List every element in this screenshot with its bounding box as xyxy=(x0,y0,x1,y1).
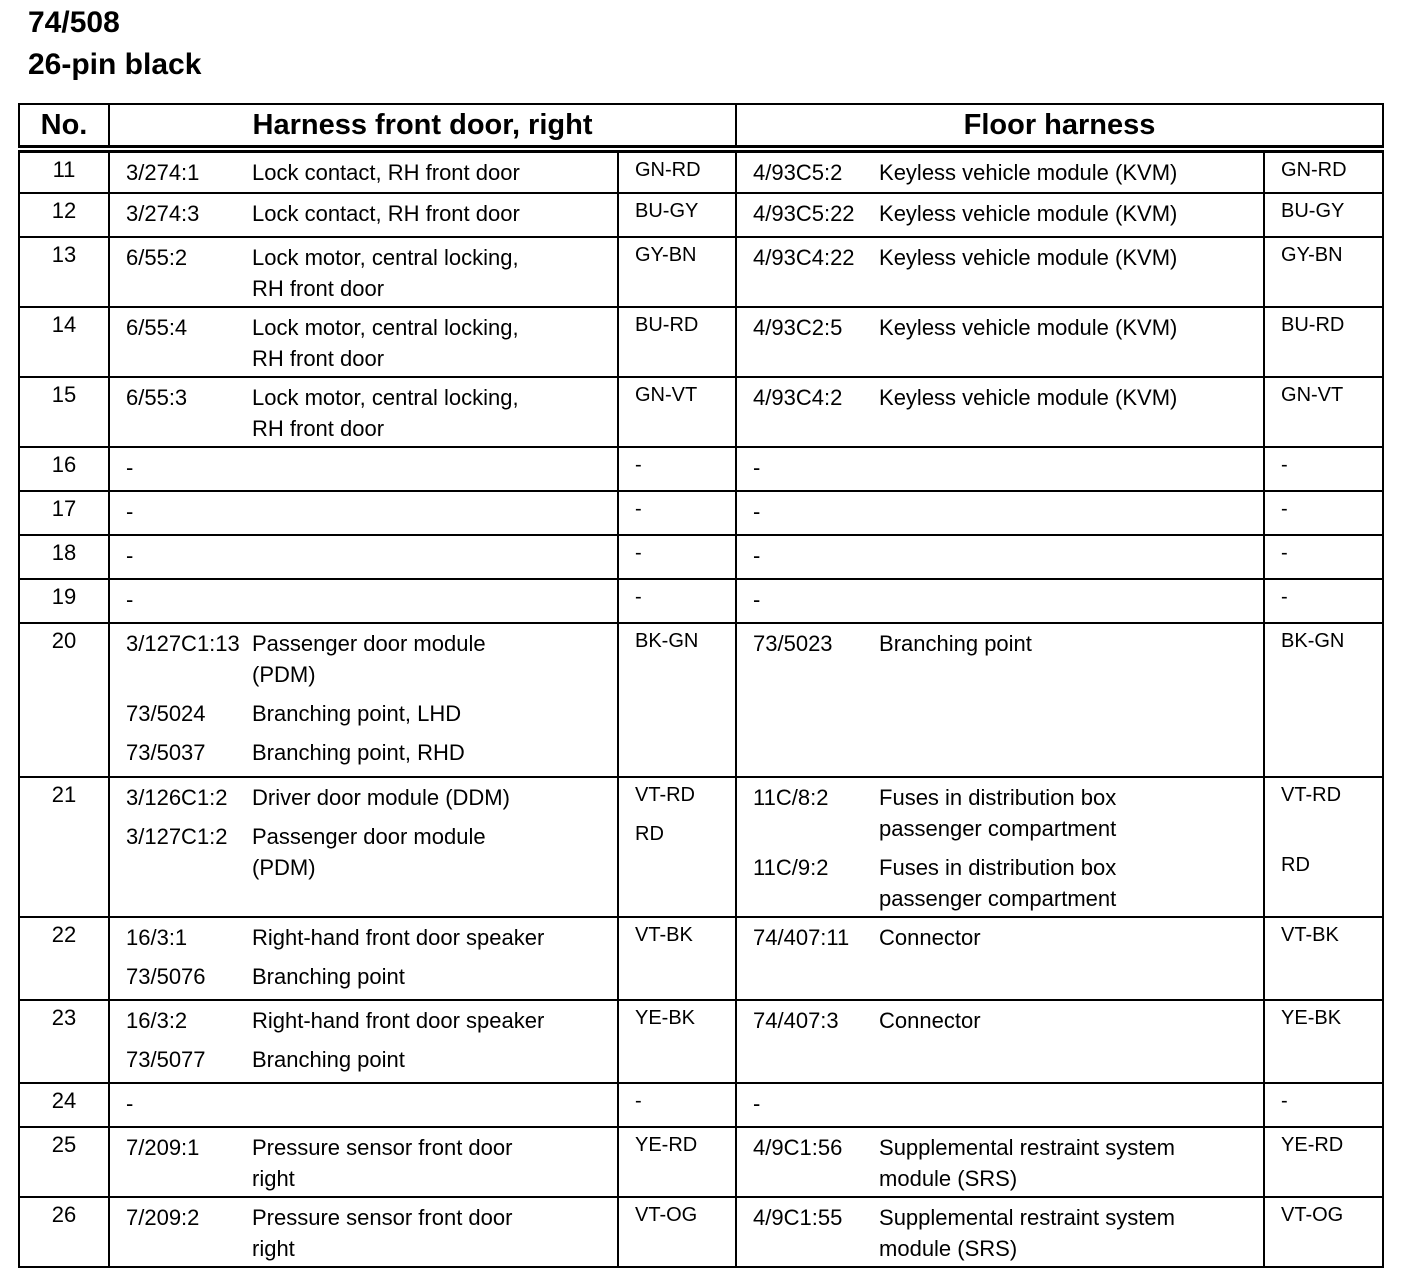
right-connection xyxy=(737,378,1263,413)
component-description: Passenger door module (PDM) xyxy=(252,824,486,880)
table-header-row xyxy=(19,104,1383,149)
left-wire-colors xyxy=(618,623,736,777)
wire-color: BU-GY xyxy=(635,200,699,222)
left-harness-connections xyxy=(109,1000,618,1083)
pin-number: 14 xyxy=(19,307,109,377)
pin-number: 19 xyxy=(19,579,109,623)
right-connection xyxy=(737,153,1263,188)
right-harness-connections xyxy=(736,1127,1264,1197)
pin-number: 12 xyxy=(19,193,109,237)
pin-number: 15 xyxy=(19,377,109,447)
table-body xyxy=(19,149,1383,1267)
component-description xyxy=(879,496,1263,527)
wire-color: - xyxy=(1281,1090,1288,1112)
component-ref: 4/93C5:2 xyxy=(753,160,843,185)
left-connection xyxy=(110,953,617,992)
wire-color xyxy=(635,951,735,990)
wire-color: VT-BK xyxy=(635,924,693,946)
component-description: Keyless vehicle module (KVM) xyxy=(879,160,1178,185)
component-description: Lock contact, RH front door xyxy=(252,160,520,185)
right-connection xyxy=(737,536,1263,571)
component-description: Connector xyxy=(879,925,981,950)
right-harness-connections xyxy=(736,377,1264,447)
right-wire-colors xyxy=(1264,491,1383,535)
wire-color: VT-OG xyxy=(635,1204,698,1226)
left-harness-connections xyxy=(109,917,618,1000)
component-ref: 6/55:3 xyxy=(126,385,188,410)
pin-assignment-table xyxy=(18,103,1384,1268)
left-wire-colors xyxy=(618,491,736,535)
table-row xyxy=(19,1197,1383,1267)
component-ref: 74/407:11 xyxy=(753,925,850,950)
component-description: Supplemental restraint system module (SRS) xyxy=(879,1135,1175,1191)
right-harness-connections xyxy=(736,307,1264,377)
component-ref: 6/55:4 xyxy=(126,315,188,340)
component-description: Branching point xyxy=(879,631,1032,656)
component-description: Driver door module (DDM) xyxy=(252,785,510,810)
wire-color: VT-RD xyxy=(635,784,695,806)
left-connection xyxy=(110,690,617,729)
pin-number: 16 xyxy=(19,447,109,491)
left-wire-colors xyxy=(618,307,736,377)
left-connection xyxy=(110,194,617,229)
left-connection xyxy=(110,153,617,188)
right-connection xyxy=(737,448,1263,483)
wire-color: GN-RD xyxy=(635,159,701,181)
wire-color: BK-GN xyxy=(1281,630,1345,652)
pin-number: 23 xyxy=(19,1000,109,1083)
component-description: Lock motor, central locking, RH front door xyxy=(252,245,519,301)
component-description: Keyless vehicle module (KVM) xyxy=(879,315,1178,340)
component-ref: 74/407:3 xyxy=(753,1008,839,1033)
component-description: Lock motor, central locking, RH front door xyxy=(252,385,519,441)
left-connection xyxy=(110,448,617,483)
wire-color: BU-GY xyxy=(1281,200,1345,222)
component-ref: 3/127C1:13 xyxy=(126,631,240,656)
component-description: Branching point, LHD xyxy=(252,701,462,726)
header-floor-harness: Floor harness xyxy=(736,104,1383,149)
right-connection xyxy=(737,1084,1263,1119)
left-wire-colors xyxy=(618,193,736,237)
component-ref: 6/55:2 xyxy=(126,245,188,270)
right-wire-colors xyxy=(1264,377,1383,447)
connector-id-title: 74/508 xyxy=(28,6,120,39)
right-harness-connections xyxy=(736,777,1264,917)
right-wire-colors xyxy=(1264,535,1383,579)
table-row xyxy=(19,447,1383,491)
table-row xyxy=(19,1127,1383,1197)
right-harness-connections xyxy=(736,535,1264,579)
wire-color: VT-OG xyxy=(1281,1204,1344,1226)
table-row xyxy=(19,917,1383,1000)
left-connection xyxy=(110,1001,617,1036)
component-ref: 4/93C5:22 xyxy=(753,201,855,226)
component-ref: 3/126C1:2 xyxy=(126,785,228,810)
wire-color: GY-BN xyxy=(1281,244,1343,266)
left-connection xyxy=(110,308,617,374)
pin-number: 25 xyxy=(19,1127,109,1197)
left-connection xyxy=(110,778,617,813)
table-row xyxy=(19,535,1383,579)
right-connection xyxy=(737,492,1263,527)
right-harness-connections xyxy=(736,1083,1264,1127)
left-wire-colors xyxy=(618,579,736,623)
left-wire-colors xyxy=(618,917,736,1000)
left-connection xyxy=(110,536,617,571)
left-harness-connections xyxy=(109,447,618,491)
component-ref: 3/274:1 xyxy=(126,160,200,185)
component-ref: 4/93C4:2 xyxy=(753,385,843,410)
right-connection xyxy=(737,238,1263,273)
right-connection xyxy=(737,580,1263,615)
pin-number: 24 xyxy=(19,1083,109,1127)
right-harness-connections xyxy=(736,149,1264,193)
header-front-door-harness: Harness front door, right xyxy=(109,104,736,149)
left-connection xyxy=(110,1128,617,1194)
left-harness-connections xyxy=(109,149,618,193)
wire-color: - xyxy=(1281,454,1288,476)
component-description: Branching point xyxy=(252,1047,405,1072)
left-wire-colors xyxy=(618,447,736,491)
component-ref: - xyxy=(753,543,761,568)
component-description: Right-hand front door speaker xyxy=(252,1008,545,1033)
left-harness-connections xyxy=(109,535,618,579)
right-connection xyxy=(737,844,1263,914)
right-wire-colors xyxy=(1264,237,1383,307)
wire-color: RD xyxy=(635,823,664,845)
component-description: Lock motor, central locking, RH front door xyxy=(252,315,519,371)
left-connection xyxy=(110,918,617,953)
table-row xyxy=(19,377,1383,447)
component-description xyxy=(879,452,1263,483)
right-wire-colors xyxy=(1264,149,1383,193)
left-harness-connections xyxy=(109,1083,618,1127)
right-wire-colors xyxy=(1264,1000,1383,1083)
table-row xyxy=(19,237,1383,307)
pin-number: 20 xyxy=(19,623,109,777)
component-ref: 73/5024 xyxy=(126,701,206,726)
component-ref: 73/5077 xyxy=(126,1047,206,1072)
component-ref: 7/209:1 xyxy=(126,1135,200,1160)
left-harness-connections xyxy=(109,377,618,447)
left-harness-connections xyxy=(109,193,618,237)
right-connection xyxy=(737,1198,1263,1264)
wire-color: RD xyxy=(1281,854,1310,876)
table-row xyxy=(19,579,1383,623)
right-connection xyxy=(737,308,1263,343)
right-wire-colors xyxy=(1264,623,1383,777)
component-ref: 4/93C4:22 xyxy=(753,245,855,270)
component-description xyxy=(879,540,1263,571)
wire-color: YE-BK xyxy=(1281,1007,1342,1029)
left-connection xyxy=(110,729,617,768)
left-connection xyxy=(110,1198,617,1264)
left-wire-colors xyxy=(618,1197,736,1267)
component-description xyxy=(252,540,617,571)
left-connection xyxy=(110,378,617,444)
right-wire-colors xyxy=(1264,917,1383,1000)
pin-number: 22 xyxy=(19,917,109,1000)
right-wire-colors xyxy=(1264,307,1383,377)
table-row xyxy=(19,1000,1383,1083)
wire-color: VT-BK xyxy=(1281,924,1339,946)
right-wire-colors xyxy=(1264,777,1383,917)
left-connection xyxy=(110,1036,617,1075)
pin-number: 11 xyxy=(19,149,109,193)
left-wire-colors xyxy=(618,377,736,447)
component-ref: - xyxy=(126,587,134,612)
wire-color: GN-VT xyxy=(1281,384,1344,406)
table-row xyxy=(19,149,1383,193)
component-description: Branching point xyxy=(252,964,405,989)
component-ref: 73/5023 xyxy=(753,631,833,656)
component-ref: 4/9C1:55 xyxy=(753,1205,843,1230)
table-row xyxy=(19,193,1383,237)
left-harness-connections xyxy=(109,491,618,535)
wire-color: - xyxy=(1281,586,1288,608)
connector-type-title: 26-pin black xyxy=(28,48,202,81)
component-ref: 73/5076 xyxy=(126,964,206,989)
component-description: Keyless vehicle module (KVM) xyxy=(879,201,1178,226)
left-harness-connections xyxy=(109,1197,618,1267)
component-ref: 11C/8:2 xyxy=(753,785,829,810)
right-harness-connections xyxy=(736,1000,1264,1083)
right-connection xyxy=(737,194,1263,229)
component-ref: - xyxy=(126,499,134,524)
right-harness-connections xyxy=(736,917,1264,1000)
wire-color xyxy=(635,688,735,727)
component-description: Passenger door module (PDM) xyxy=(252,631,486,687)
right-wire-colors xyxy=(1264,579,1383,623)
component-ref: - xyxy=(753,587,761,612)
right-wire-colors xyxy=(1264,1083,1383,1127)
component-ref: 73/5037 xyxy=(126,740,206,765)
left-connection xyxy=(110,580,617,615)
component-description: Keyless vehicle module (KVM) xyxy=(879,245,1178,270)
right-harness-connections xyxy=(736,193,1264,237)
right-harness-connections xyxy=(736,491,1264,535)
left-harness-connections xyxy=(109,1127,618,1197)
component-description: Pressure sensor front door right xyxy=(252,1135,513,1191)
wire-color: GN-VT xyxy=(635,384,698,406)
right-connection xyxy=(737,624,1263,659)
right-harness-connections xyxy=(736,623,1264,777)
component-description: Keyless vehicle module (KVM) xyxy=(879,385,1178,410)
right-connection xyxy=(737,778,1263,844)
right-wire-colors xyxy=(1264,1197,1383,1267)
component-ref: - xyxy=(753,455,761,480)
table-row xyxy=(19,307,1383,377)
pin-number: 18 xyxy=(19,535,109,579)
right-harness-connections xyxy=(736,1197,1264,1267)
left-wire-colors xyxy=(618,1000,736,1083)
left-harness-connections xyxy=(109,307,618,377)
table-row xyxy=(19,623,1383,777)
wire-color xyxy=(635,1034,735,1073)
component-ref: - xyxy=(753,499,761,524)
table-row xyxy=(19,777,1383,917)
component-description: Branching point, RHD xyxy=(252,740,465,765)
table-row xyxy=(19,491,1383,535)
component-description xyxy=(252,452,617,483)
component-ref: - xyxy=(126,455,134,480)
component-ref: - xyxy=(126,1091,134,1116)
pin-number: 13 xyxy=(19,237,109,307)
wire-color xyxy=(635,727,735,766)
pin-number: 17 xyxy=(19,491,109,535)
pin-number: 26 xyxy=(19,1197,109,1267)
component-description xyxy=(879,1088,1263,1119)
wire-color: - xyxy=(1281,498,1288,520)
component-description xyxy=(879,584,1263,615)
wire-color: BU-RD xyxy=(1281,314,1345,336)
wire-color: VT-RD xyxy=(1281,784,1342,806)
left-wire-colors xyxy=(618,149,736,193)
component-description xyxy=(252,584,617,615)
component-description xyxy=(252,1088,617,1119)
left-wire-colors xyxy=(618,777,736,917)
right-harness-connections xyxy=(736,447,1264,491)
component-description: Fuses in distribution box passenger compartment xyxy=(879,855,1117,911)
right-connection xyxy=(737,1128,1263,1194)
component-description: Right-hand front door speaker xyxy=(252,925,545,950)
left-connection xyxy=(110,813,617,883)
component-ref: 16/3:2 xyxy=(126,1008,188,1033)
wire-color: - xyxy=(635,454,642,476)
left-wire-colors xyxy=(618,535,736,579)
component-description: Lock contact, RH front door xyxy=(252,201,520,226)
wire-color: - xyxy=(635,586,642,608)
component-ref: 3/127C1:2 xyxy=(126,824,228,849)
left-wire-colors xyxy=(618,1127,736,1197)
wire-color: GY-BN xyxy=(635,244,697,266)
component-ref: - xyxy=(753,1091,761,1116)
left-connection xyxy=(110,238,617,304)
wire-color: YE-BK xyxy=(635,1007,696,1029)
component-ref: 4/93C2:5 xyxy=(753,315,843,340)
left-wire-colors xyxy=(618,237,736,307)
component-description: Supplemental restraint system module (SRS) xyxy=(879,1205,1175,1261)
right-connection xyxy=(737,1001,1263,1036)
left-connection xyxy=(110,624,617,690)
component-ref: 7/209:2 xyxy=(126,1205,200,1230)
left-connection xyxy=(110,1084,617,1119)
right-harness-connections xyxy=(736,579,1264,623)
right-wire-colors xyxy=(1264,447,1383,491)
component-ref: 3/274:3 xyxy=(126,201,200,226)
right-wire-colors xyxy=(1264,193,1383,237)
pin-number: 21 xyxy=(19,777,109,917)
wire-color: - xyxy=(635,498,642,520)
table-row xyxy=(19,1083,1383,1127)
wire-color: BU-RD xyxy=(635,314,699,336)
wire-color: GN-RD xyxy=(1281,159,1347,181)
left-harness-connections xyxy=(109,623,618,777)
wire-color: YE-RD xyxy=(635,1134,698,1156)
left-harness-connections xyxy=(109,237,618,307)
left-harness-connections xyxy=(109,777,618,917)
wire-color: - xyxy=(635,1090,642,1112)
component-description: Pressure sensor front door right xyxy=(252,1205,513,1261)
left-harness-connections xyxy=(109,579,618,623)
right-wire-colors xyxy=(1264,1127,1383,1197)
wire-color: - xyxy=(635,542,642,564)
left-connection xyxy=(110,492,617,527)
component-ref: 4/9C1:56 xyxy=(753,1135,843,1160)
wire-color: - xyxy=(1281,542,1288,564)
left-wire-colors xyxy=(618,1083,736,1127)
component-description: Connector xyxy=(879,1008,981,1033)
component-ref: 11C/9:2 xyxy=(753,855,829,880)
right-harness-connections xyxy=(736,237,1264,307)
component-ref: - xyxy=(126,543,134,568)
header-no: No. xyxy=(19,104,109,149)
component-description: Fuses in distribution box passenger compartment xyxy=(879,785,1117,841)
wire-color: BK-GN xyxy=(635,630,699,652)
component-ref: 16/3:1 xyxy=(126,925,188,950)
component-description xyxy=(252,496,617,527)
right-connection xyxy=(737,918,1263,953)
wire-color: YE-RD xyxy=(1281,1134,1344,1156)
